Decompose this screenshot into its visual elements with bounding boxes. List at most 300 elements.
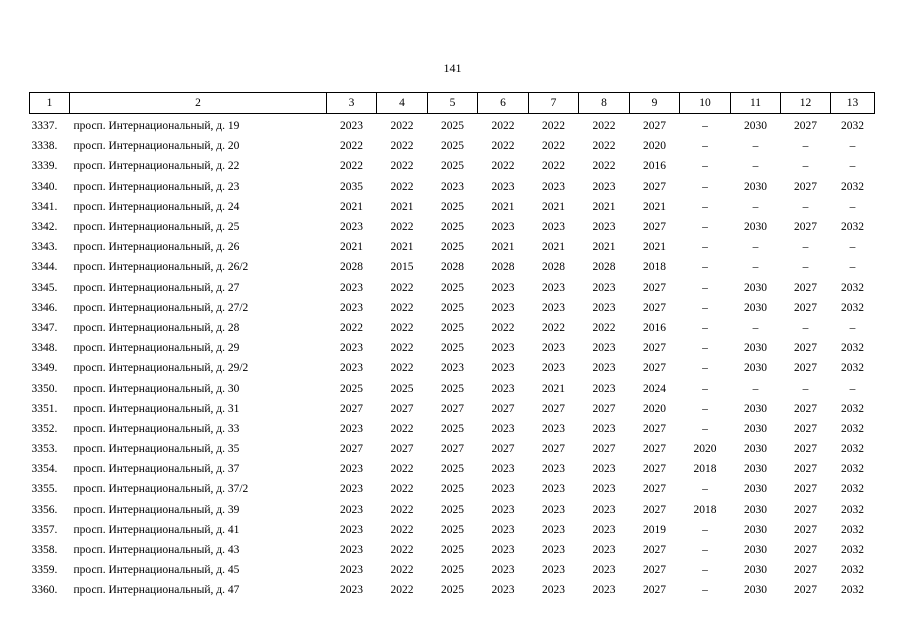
year-cell: 2027: [794, 523, 817, 536]
year-cell: 2027: [643, 544, 666, 557]
table-row: [30, 298, 875, 318]
year-cell: 2032: [841, 342, 864, 355]
year-cell: 2027: [441, 443, 464, 456]
year-cell: 2019: [643, 523, 666, 536]
year-cell: 2023: [542, 544, 565, 557]
year-cell: –: [802, 241, 809, 254]
row-number-cell: 3345.: [31, 281, 58, 294]
year-cell: 2022: [390, 463, 414, 476]
row-number-cell: 3343.: [31, 241, 58, 254]
year-cell: 2032: [841, 180, 864, 193]
year-cell: 2021: [643, 200, 666, 213]
row-number-cell: 3344.: [31, 261, 58, 274]
row-number-cell: 3342.: [31, 221, 58, 234]
year-cell: 2023: [592, 422, 616, 435]
year-cell: 2027: [643, 342, 666, 355]
year-cell: 2022: [390, 140, 414, 153]
year-cell: 2027: [794, 564, 817, 577]
address-cell: просп. Интернациональный, д. 25: [73, 221, 240, 234]
year-cell: 2027: [794, 362, 817, 375]
row-number-cell: 3358.: [31, 544, 58, 557]
year-cell: 2022: [340, 140, 363, 153]
year-cell: 2020: [693, 443, 717, 456]
year-cell: 2022: [390, 221, 414, 234]
table-row: [30, 177, 875, 197]
year-cell: 2023: [592, 342, 616, 355]
address-cell: просп. Интернациональный, д. 43: [73, 544, 240, 557]
year-cell: 2025: [441, 301, 464, 314]
table-row: [30, 338, 875, 358]
year-cell: 2023: [592, 544, 616, 557]
year-cell: 2027: [643, 443, 666, 456]
year-cell: –: [802, 200, 809, 213]
year-cell: 2030: [744, 544, 767, 557]
row-number-cell: 3356.: [31, 503, 58, 516]
year-cell: 2027: [340, 443, 363, 456]
year-cell: 2025: [441, 160, 464, 173]
year-cell: –: [702, 422, 708, 435]
year-cell: 2022: [592, 160, 616, 173]
year-cell: 2025: [441, 564, 464, 577]
table-row: [30, 197, 875, 217]
year-cell: 2023: [542, 523, 565, 536]
year-cell: 2025: [441, 140, 464, 153]
year-cell: 2021: [542, 200, 565, 213]
table-row: [30, 358, 875, 378]
year-cell: –: [849, 160, 856, 173]
year-cell: –: [702, 200, 708, 213]
year-cell: –: [802, 140, 809, 153]
address-cell: просп. Интернациональный, д. 30: [73, 382, 240, 395]
year-cell: –: [702, 321, 708, 334]
year-cell: 2027: [390, 443, 414, 456]
year-cell: 2030: [744, 422, 767, 435]
row-number-cell: 3339.: [31, 160, 58, 173]
year-cell: 2023: [491, 301, 515, 314]
year-cell: –: [702, 564, 708, 577]
year-cell: 2027: [643, 483, 666, 496]
year-cell: 2030: [744, 221, 767, 234]
year-cell: 2023: [491, 342, 515, 355]
row-number-cell: 3337.: [31, 120, 58, 133]
year-cell: 2032: [841, 120, 864, 133]
column-header: 6: [478, 93, 529, 114]
year-cell: –: [702, 584, 708, 597]
address-cell: просп. Интернациональный, д. 29/2: [73, 362, 249, 375]
year-cell: 2023: [340, 463, 363, 476]
year-cell: 2022: [390, 503, 414, 516]
year-cell: 2024: [643, 382, 666, 395]
year-cell: 2022: [542, 120, 565, 133]
year-cell: 2027: [643, 301, 666, 314]
column-header: 4: [377, 93, 428, 114]
year-cell: 2022: [390, 523, 414, 536]
year-cell: 2023: [491, 382, 515, 395]
year-cell: 2025: [441, 503, 464, 516]
year-cell: 2016: [643, 321, 666, 334]
year-cell: 2023: [592, 221, 616, 234]
year-cell: 2023: [491, 422, 515, 435]
year-cell: –: [752, 200, 759, 213]
year-cell: 2023: [542, 463, 565, 476]
year-cell: –: [752, 382, 759, 395]
year-cell: 2027: [643, 281, 666, 294]
column-header: 13: [831, 93, 875, 114]
year-cell: 2027: [794, 180, 817, 193]
year-cell: 2032: [841, 584, 864, 597]
year-cell: 2028: [340, 261, 363, 274]
year-cell: 2032: [841, 301, 864, 314]
row-number-cell: 3351.: [31, 402, 58, 415]
year-cell: 2027: [643, 584, 666, 597]
year-cell: 2020: [643, 402, 666, 415]
year-cell: 2025: [441, 422, 464, 435]
year-cell: 2023: [491, 564, 515, 577]
year-cell: 2023: [441, 362, 464, 375]
year-cell: 2020: [643, 140, 666, 153]
row-number-cell: 3352.: [31, 422, 58, 435]
column-header: 5: [428, 93, 478, 114]
year-cell: 2023: [491, 281, 515, 294]
year-cell: 2027: [643, 221, 666, 234]
row-number-cell: 3340.: [31, 180, 58, 193]
year-cell: 2032: [841, 443, 864, 456]
year-cell: 2025: [340, 382, 363, 395]
year-cell: 2023: [340, 221, 363, 234]
year-cell: 2027: [491, 402, 515, 415]
table-row: [30, 237, 875, 257]
column-header: 12: [781, 93, 831, 114]
year-cell: 2027: [794, 301, 817, 314]
year-cell: –: [702, 483, 708, 496]
year-cell: 2030: [744, 503, 767, 516]
year-cell: 2025: [441, 241, 464, 254]
table-row: [30, 580, 875, 600]
year-cell: 2032: [841, 544, 864, 557]
year-cell: 2028: [592, 261, 616, 274]
year-cell: 2023: [491, 503, 515, 516]
year-cell: 2027: [542, 402, 565, 415]
address-cell: просп. Интернациональный, д. 23: [73, 180, 240, 193]
year-cell: 2025: [441, 584, 464, 597]
year-cell: 2023: [491, 180, 515, 193]
row-number-cell: 3341.: [31, 200, 58, 213]
year-cell: 2032: [841, 523, 864, 536]
year-cell: 2018: [693, 503, 717, 516]
year-cell: 2023: [592, 483, 616, 496]
year-cell: 2027: [794, 120, 817, 133]
year-cell: 2021: [643, 241, 666, 254]
year-cell: –: [702, 544, 708, 557]
year-cell: 2027: [794, 281, 817, 294]
year-cell: 2023: [340, 523, 363, 536]
year-cell: 2023: [340, 362, 363, 375]
year-cell: 2018: [643, 261, 666, 274]
year-cell: 2023: [340, 301, 363, 314]
year-cell: –: [849, 200, 856, 213]
year-cell: –: [802, 321, 809, 334]
year-cell: 2025: [441, 120, 464, 133]
year-cell: 2025: [441, 321, 464, 334]
year-cell: –: [752, 140, 759, 153]
table-row: [30, 278, 875, 298]
year-cell: 2023: [592, 523, 616, 536]
year-cell: 2022: [390, 564, 414, 577]
address-cell: просп. Интернациональный, д. 33: [73, 422, 240, 435]
address-cell: просп. Интернациональный, д. 39: [73, 503, 240, 516]
year-cell: 2027: [794, 443, 817, 456]
year-cell: 2030: [744, 463, 767, 476]
year-cell: 2032: [841, 402, 864, 415]
year-cell: 2021: [491, 241, 515, 254]
year-cell: 2027: [643, 362, 666, 375]
year-cell: 2023: [340, 503, 363, 516]
year-cell: 2025: [441, 382, 464, 395]
row-number-cell: 3346.: [31, 301, 58, 314]
year-cell: –: [849, 140, 856, 153]
table-row: [30, 459, 875, 479]
year-cell: 2032: [841, 422, 864, 435]
year-cell: –: [752, 241, 759, 254]
table-row: [30, 257, 875, 277]
year-cell: 2023: [592, 281, 616, 294]
year-cell: –: [702, 342, 708, 355]
address-cell: просп. Интернациональный, д. 24: [73, 200, 240, 213]
year-cell: 2022: [390, 120, 414, 133]
year-cell: –: [702, 140, 708, 153]
year-cell: –: [702, 261, 708, 274]
year-cell: 2022: [390, 180, 414, 193]
year-cell: 2030: [744, 523, 767, 536]
year-cell: 2023: [542, 503, 565, 516]
table-row: [30, 500, 875, 520]
year-cell: 2023: [542, 301, 565, 314]
column-header: 1: [30, 93, 70, 114]
year-cell: 2022: [390, 321, 414, 334]
table-row: [30, 399, 875, 419]
year-cell: 2021: [592, 241, 616, 254]
year-cell: 2030: [744, 281, 767, 294]
year-cell: 2032: [841, 463, 864, 476]
year-cell: 2023: [340, 422, 363, 435]
column-header: 7: [529, 93, 579, 114]
column-header: 11: [731, 93, 781, 114]
address-cell: просп. Интернациональный, д. 22: [73, 160, 240, 173]
year-cell: 2027: [441, 402, 464, 415]
data-table: [29, 92, 875, 601]
column-header: 9: [630, 93, 680, 114]
row-number-cell: 3347.: [31, 321, 58, 334]
row-number-cell: 3357.: [31, 523, 58, 536]
year-cell: 2023: [592, 180, 616, 193]
year-cell: 2022: [390, 422, 414, 435]
year-cell: 2027: [643, 422, 666, 435]
year-cell: 2023: [340, 281, 363, 294]
year-cell: 2023: [491, 523, 515, 536]
year-cell: –: [849, 321, 856, 334]
year-cell: 2023: [542, 362, 565, 375]
header-row: [30, 93, 875, 114]
table-row: [30, 217, 875, 237]
year-cell: 2022: [390, 362, 414, 375]
address-cell: просп. Интернациональный, д. 28: [73, 321, 240, 334]
year-cell: 2023: [592, 564, 616, 577]
year-cell: –: [802, 382, 809, 395]
year-cell: 2025: [441, 544, 464, 557]
year-cell: 2016: [643, 160, 666, 173]
year-cell: 2022: [491, 160, 515, 173]
row-number-cell: 3355.: [31, 483, 58, 496]
year-cell: –: [802, 160, 809, 173]
year-cell: 2023: [592, 584, 616, 597]
column-header: 8: [579, 93, 630, 114]
year-cell: 2027: [390, 402, 414, 415]
row-number-cell: 3349.: [31, 362, 58, 375]
address-cell: просп. Интернациональный, д. 47: [73, 584, 240, 597]
table-row: [30, 479, 875, 499]
year-cell: 2032: [841, 483, 864, 496]
address-cell: просп. Интернациональный, д. 37: [73, 463, 240, 476]
year-cell: 2030: [744, 402, 767, 415]
year-cell: 2023: [542, 221, 565, 234]
year-cell: 2025: [441, 342, 464, 355]
year-cell: –: [849, 261, 856, 274]
year-cell: 2022: [491, 321, 515, 334]
year-cell: 2023: [592, 503, 616, 516]
year-cell: 2032: [841, 564, 864, 577]
address-cell: просп. Интернациональный, д. 19: [73, 120, 240, 133]
year-cell: 2032: [841, 281, 864, 294]
year-cell: –: [702, 523, 708, 536]
year-cell: 2022: [491, 120, 515, 133]
address-cell: просп. Интернациональный, д. 27: [73, 281, 240, 294]
address-cell: просп. Интернациональный, д. 26/2: [73, 261, 249, 274]
year-cell: 2025: [441, 483, 464, 496]
year-cell: 2022: [390, 584, 414, 597]
year-cell: 2015: [390, 261, 414, 274]
table-body: [30, 114, 875, 601]
year-cell: 2023: [441, 180, 464, 193]
address-cell: просп. Интернациональный, д. 35: [73, 443, 240, 456]
year-cell: –: [702, 160, 708, 173]
year-cell: 2027: [643, 503, 666, 516]
year-cell: 2023: [491, 483, 515, 496]
year-cell: 2030: [744, 483, 767, 496]
year-cell: 2030: [744, 342, 767, 355]
year-cell: 2027: [794, 584, 817, 597]
year-cell: 2030: [744, 362, 767, 375]
year-cell: 2032: [841, 221, 864, 234]
year-cell: 2023: [491, 463, 515, 476]
year-cell: 2022: [390, 301, 414, 314]
year-cell: 2027: [491, 443, 515, 456]
page-number: 141: [443, 61, 462, 75]
row-number-cell: 3354.: [31, 463, 58, 476]
year-cell: 2025: [441, 523, 464, 536]
year-cell: 2022: [542, 321, 565, 334]
year-cell: 2022: [390, 160, 414, 173]
address-cell: просп. Интернациональный, д. 45: [73, 564, 240, 577]
table-row: [30, 520, 875, 540]
year-cell: 2023: [340, 584, 363, 597]
year-cell: 2023: [340, 120, 363, 133]
table-row: [30, 560, 875, 580]
year-cell: 2022: [592, 120, 616, 133]
year-cell: 2027: [794, 221, 817, 234]
year-cell: 2030: [744, 301, 767, 314]
year-cell: 2022: [340, 160, 363, 173]
year-cell: 2023: [491, 584, 515, 597]
year-cell: 2023: [592, 301, 616, 314]
year-cell: 2023: [542, 281, 565, 294]
year-cell: 2021: [390, 241, 414, 254]
year-cell: 2027: [643, 463, 666, 476]
year-cell: 2023: [542, 483, 565, 496]
year-cell: 2025: [390, 382, 414, 395]
year-cell: 2022: [592, 140, 616, 153]
year-cell: 2021: [542, 241, 565, 254]
year-cell: 2027: [592, 443, 616, 456]
table-row: [30, 156, 875, 176]
year-cell: 2027: [643, 120, 666, 133]
column-header: 3: [327, 93, 377, 114]
year-cell: 2027: [794, 422, 817, 435]
year-cell: 2023: [340, 342, 363, 355]
year-cell: 2022: [390, 342, 414, 355]
year-cell: 2023: [491, 544, 515, 557]
year-cell: 2021: [592, 200, 616, 213]
year-cell: 2027: [794, 342, 817, 355]
year-cell: 2023: [542, 584, 565, 597]
year-cell: 2028: [441, 261, 464, 274]
year-cell: 2027: [643, 180, 666, 193]
year-cell: 2027: [794, 463, 817, 476]
year-cell: –: [849, 382, 856, 395]
year-cell: 2025: [441, 200, 464, 213]
year-cell: 2018: [693, 463, 717, 476]
year-cell: 2023: [592, 362, 616, 375]
year-cell: 2022: [491, 140, 515, 153]
year-cell: 2023: [542, 564, 565, 577]
address-cell: просп. Интернациональный, д. 31: [73, 402, 240, 415]
address-cell: просп. Интернациональный, д. 26: [73, 241, 240, 254]
table-row: [30, 114, 875, 137]
year-cell: –: [802, 261, 809, 274]
year-cell: –: [849, 241, 856, 254]
row-number-cell: 3360.: [31, 584, 58, 597]
row-number-cell: 3338.: [31, 140, 58, 153]
year-cell: 2021: [340, 200, 363, 213]
year-cell: 2023: [542, 422, 565, 435]
year-cell: 2023: [340, 544, 363, 557]
row-number-cell: 3353.: [31, 443, 58, 456]
row-number-cell: 3359.: [31, 564, 58, 577]
year-cell: 2035: [340, 180, 363, 193]
year-cell: 2022: [542, 160, 565, 173]
column-header: 2: [70, 93, 327, 114]
address-cell: просп. Интернациональный, д. 37/2: [73, 483, 249, 496]
table-row: [30, 439, 875, 459]
table-row: [30, 378, 875, 398]
year-cell: 2027: [592, 402, 616, 415]
year-cell: 2027: [794, 402, 817, 415]
year-cell: 2023: [542, 180, 565, 193]
year-cell: 2023: [592, 382, 616, 395]
year-cell: 2021: [340, 241, 363, 254]
year-cell: 2032: [841, 503, 864, 516]
year-cell: 2028: [491, 261, 515, 274]
year-cell: 2028: [542, 261, 565, 274]
